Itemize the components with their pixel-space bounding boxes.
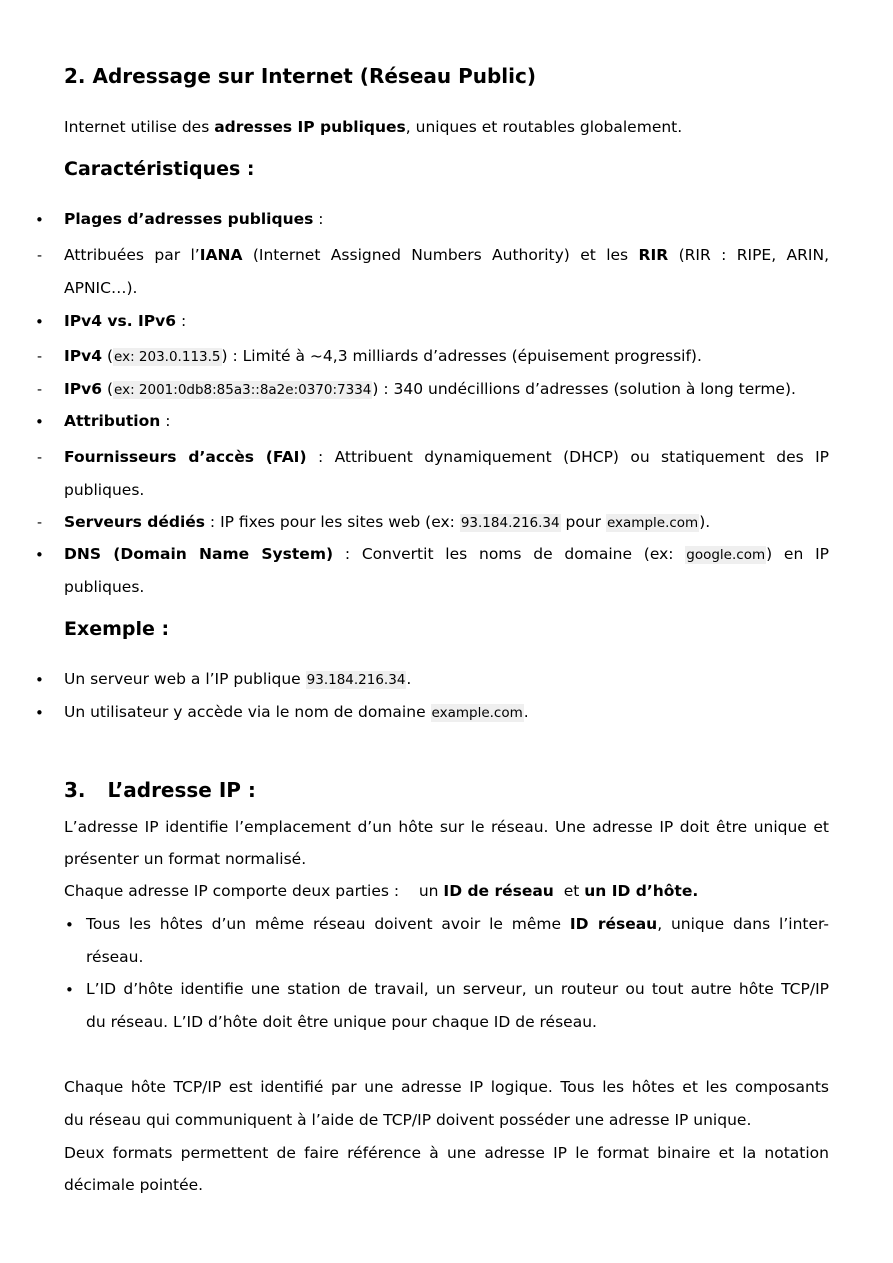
section-3-bullet-2-line-2: du réseau. L’ID d’hôte doit être unique pour chaque ID de réseau. <box>86 1013 597 1031</box>
ipv4-vs-ipv6-item: IPv4 vs. IPv6 : <box>64 312 187 330</box>
bullet-icon: • <box>35 211 44 229</box>
code-ipv6: ex: 2001:0db8:85a3::8a2e:0370:7334 <box>114 382 372 398</box>
dash-icon: - <box>37 349 43 365</box>
code-domain: google.com <box>686 547 766 563</box>
section-3-bullet-2-line-1: L’ID d’hôte identifie une station de travail, un serveur, un routeur ou tout autre hôte TCP/IP <box>86 980 829 998</box>
bullet-icon: • <box>35 313 44 331</box>
fai-line-2: publiques. <box>64 481 145 499</box>
section-3-p2: Chaque adresse IP comporte deux parties : un ID de réseau et un ID d’hôte. <box>64 882 699 900</box>
section-3-p3-line-1: Chaque hôte TCP/IP est identifié par une adresse IP logique. Tous les hôtes et les composants <box>64 1078 829 1096</box>
dash-icon: - <box>37 515 43 531</box>
section-3-bullet-1-line-1: Tous les hôtes d’un même réseau doivent avoir le même ID réseau, unique dans l’inter- <box>86 915 829 933</box>
bullet-icon: • <box>35 704 44 722</box>
code-domain: example.com <box>606 515 699 531</box>
code-domain: example.com <box>431 705 523 721</box>
code-ip: 93.184.216.34 <box>460 515 560 531</box>
bullet-icon: • <box>35 671 44 689</box>
section-3-p1-line-2: présenter un format normalisé. <box>64 850 307 868</box>
example-item-2: Un utilisateur y accède via le nom de domaine example.com. <box>64 703 529 721</box>
section-3-title: 3. L’adresse IP : <box>64 778 256 802</box>
section-3-p3-line-2: du réseau qui communiquent à l’aide de TCP/IP doivent posséder une adresse IP unique. <box>64 1111 752 1129</box>
section-2-title: 2. Adressage sur Internet (Réseau Public) <box>64 64 537 88</box>
ipv4-line: IPv4 (ex: 203.0.113.5) : Limité à ~4,3 milliards d’adresses (épuisement progressif). <box>64 347 702 365</box>
bullet-icon: • <box>65 916 74 934</box>
section-3-p1-line-1: L’adresse IP identifie l’emplacement d’un hôte sur le réseau. Une adresse IP doit être unique et <box>64 818 829 836</box>
plages-item: Plages d’adresses publiques : <box>64 210 324 228</box>
dns-line-2: publiques. <box>64 578 145 596</box>
code-ip: 93.184.216.34 <box>306 672 406 688</box>
section-3-p4-line-2: décimale pointée. <box>64 1176 204 1194</box>
dns-line-1: DNS (Domain Name System) : Convertit les noms de domaine (ex: google.com) en IP <box>64 545 829 563</box>
ipv6-line: IPv6 (ex: 2001:0db8:85a3::8a2e:0370:7334) : 340 undécillions d’adresses (solution à long terme). <box>64 380 796 398</box>
exemple-heading: Exemple : <box>64 618 170 640</box>
attribution-item: Attribution : <box>64 412 171 430</box>
bullet-icon: • <box>65 981 74 999</box>
attribuees-line-1: Attribuées par l’IANA (Internet Assigned Numbers Authority) et les RIR (RIR : RIPE, ARIN, <box>64 246 829 264</box>
dash-icon: - <box>37 382 43 398</box>
bullet-icon: • <box>35 413 44 431</box>
serveurs-dedies-line: Serveurs dédiés : IP fixes pour les sites web (ex: 93.184.216.34 pour example.com). <box>64 513 711 531</box>
section-3-p4-line-1: Deux formats permettent de faire référence à une adresse IP le format binaire et la notation <box>64 1144 829 1162</box>
fai-line-1: Fournisseurs d’accès (FAI) : Attribuent dynamiquement (DHCP) ou statiquement des IP <box>64 448 829 466</box>
attribuees-line-2: APNIC…). <box>64 279 138 297</box>
bullet-icon: • <box>35 546 44 564</box>
section-2-intro: Internet utilise des adresses IP publiques, uniques et routables globalement. <box>64 118 683 136</box>
example-item-1: Un serveur web a l’IP publique 93.184.216.34. <box>64 670 412 688</box>
caracteristiques-heading: Caractéristiques : <box>64 158 255 180</box>
code-ipv4: ex: 203.0.113.5 <box>114 349 221 365</box>
section-3-bullet-1-line-2: réseau. <box>86 948 144 966</box>
dash-icon: - <box>37 248 43 264</box>
dash-icon: - <box>37 450 43 466</box>
